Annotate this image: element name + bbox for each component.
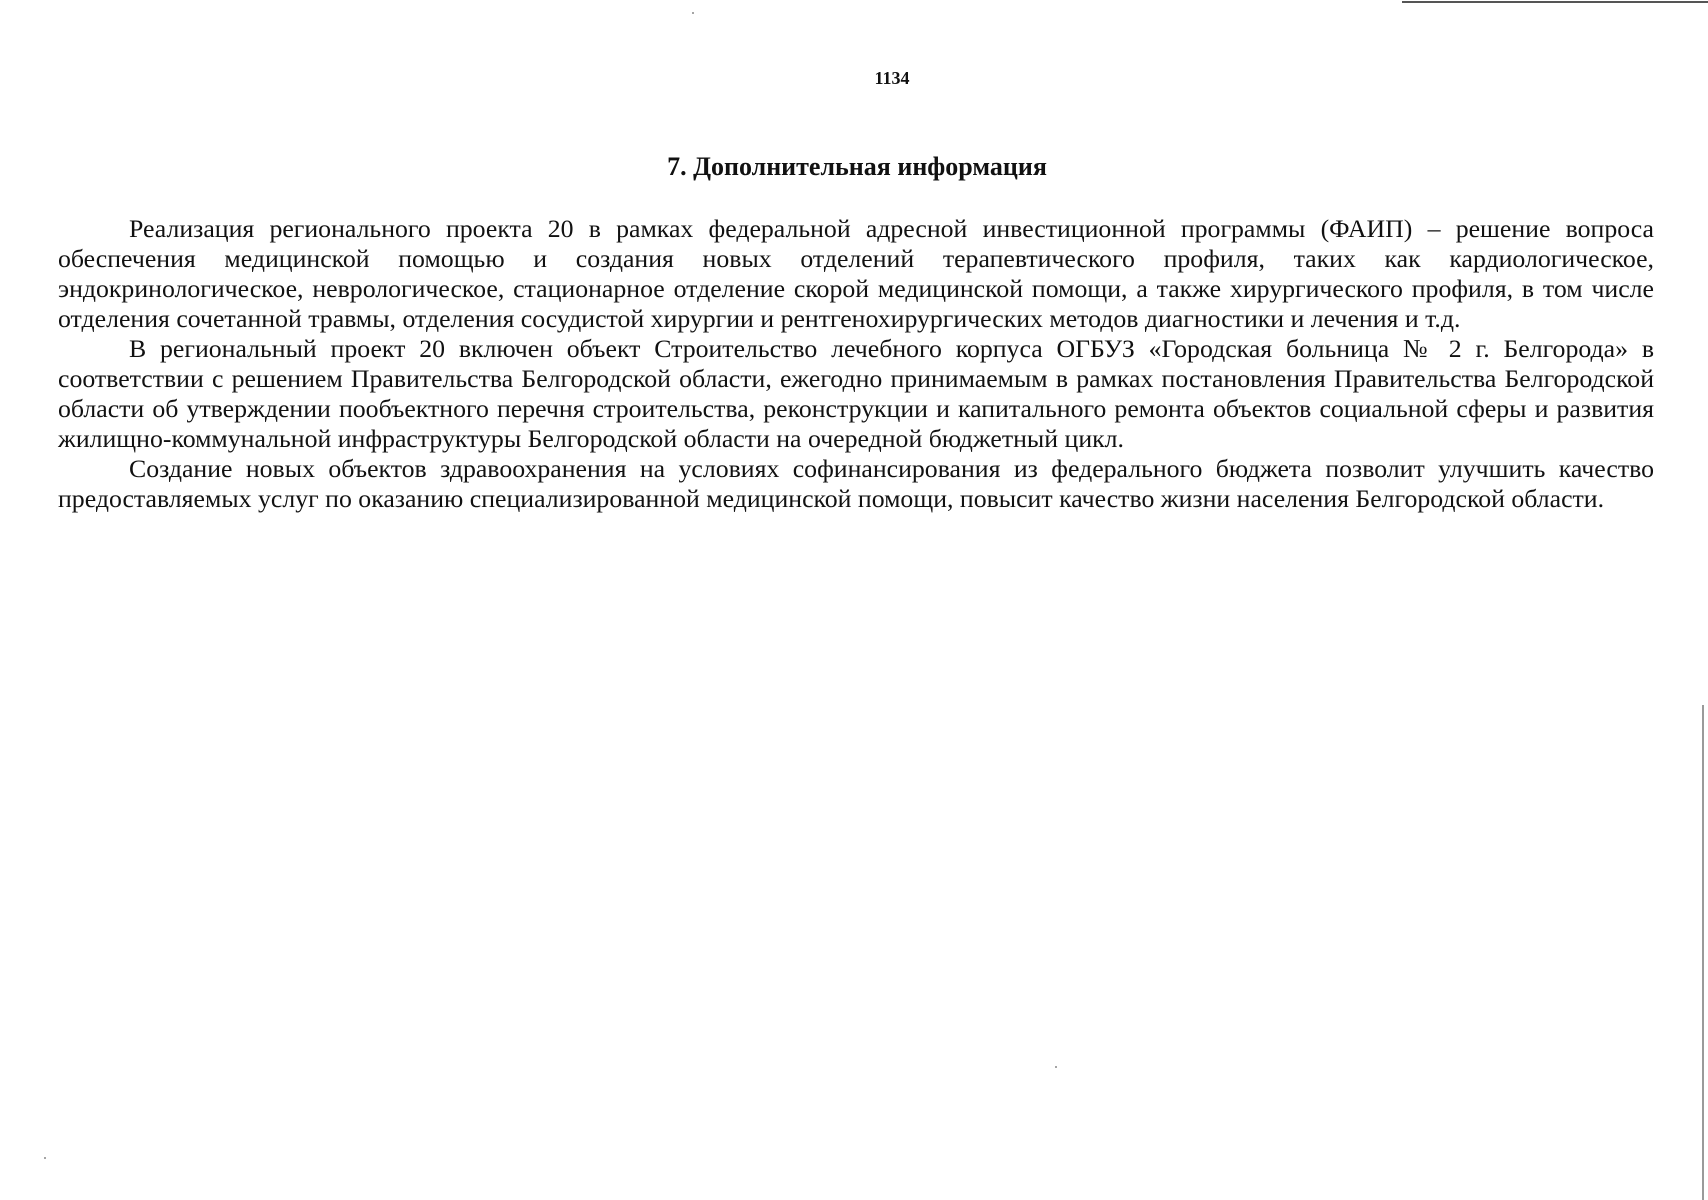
- page-number: 1134: [874, 68, 910, 88]
- scan-speck: [1055, 1066, 1057, 1068]
- scan-edge-line-right: [1702, 705, 1704, 1200]
- paragraph-healthcare-outcomes: Создание новых объектов здравоохранения на условиях софинансирования из федерального бюджета позволит улучшить качество предоставляемых услуг по оказанию специализированной медицинской помощи, повысит качество жизни населения Белгородской области.: [58, 454, 1654, 513]
- paragraph-faip-implementation: Реализация регионального проекта 20 в рамках федеральной адресной инвестиционной программы (ФАИП) – решение вопроса обеспечения медицинской помощью и создания новых отделений терапевтического профиля, таких как кардиологическое, эндокринологическое, неврологическое, стационарное отделение скорой медицинской помощи, а также хирургического профиля, в том числе отделения сочетанной травмы, отделения сосудистой хирургии и рентгенохирургических методов диагностики и лечения и т.д.: [58, 214, 1654, 333]
- scan-edge-line-top: [1402, 1, 1708, 3]
- section-body: [58, 214, 1654, 514]
- paragraph-construction-object: В региональный проект 20 включен объект Строительство лечебного корпуса ОГБУЗ «Городская больница № 2 г. Белгорода» в соответствии с решением Правительства Белгородской области, ежегодно принимаемым в рамках постановления Правительства Белгородской области об утверждении пообъектного перечня строительства, реконструкции и капитального ремонта объектов социальной сферы и развития жилищно-коммунальной инфраструктуры Белгородской области на очередной бюджетный цикл.: [58, 334, 1654, 453]
- scan-speck: [692, 12, 694, 14]
- scan-speck: [44, 1157, 46, 1159]
- section-title: 7. Дополнительная информация: [667, 152, 1047, 181]
